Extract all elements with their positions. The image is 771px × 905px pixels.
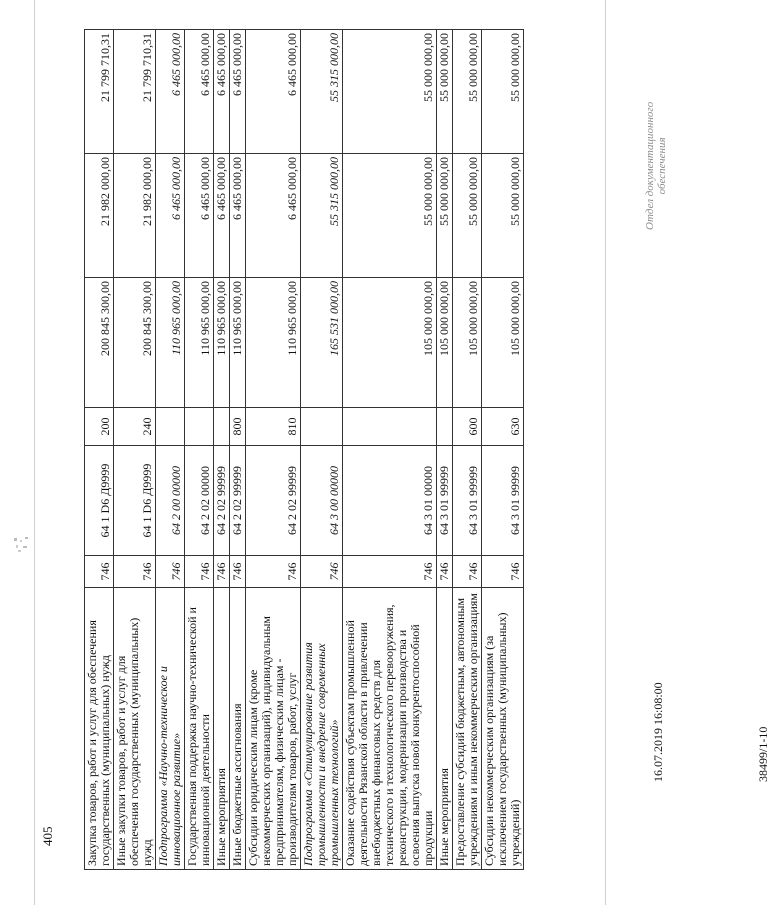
- amount-year-2: 6 465 000,00: [230, 154, 246, 278]
- ministry-code: 746: [85, 556, 114, 588]
- amount-year-3: 6 465 000,00: [214, 30, 230, 154]
- ministry-code: 746: [114, 556, 156, 588]
- amount-year-2: 55 315 000,00: [301, 154, 343, 278]
- row-name: Субсидии некоммерческим организациям (за исключением государственных (муниципальных) учреждений): [482, 588, 524, 870]
- row-name: Иные бюджетные ассигнования: [230, 588, 246, 870]
- row-name: Субсидии юридическим лицам (кроме некоммерческих организаций), индивидуальным предпринимателям, физическим лицам - производителям товаров, работ, услуг: [246, 588, 301, 870]
- target-code: 64 2 00 00000: [156, 446, 185, 556]
- amount-year-2: 55 000 000,00: [437, 154, 453, 278]
- row-name: Государственная поддержка научно-технической и инновационной деятельности: [185, 588, 214, 870]
- footer-date: 16.07.2019 16:08:00: [651, 682, 665, 782]
- page-number: 405: [40, 826, 55, 846]
- target-code: 64 3 01 00000: [343, 446, 437, 556]
- amount-year-2: 6 465 000,00: [214, 154, 230, 278]
- amount-year-1: 110 965 000,00: [156, 278, 185, 408]
- amount-year-1: 165 531 000,00: [301, 278, 343, 408]
- amount-year-3: 6 465 000,00: [230, 30, 246, 154]
- expense-type-code: [301, 408, 343, 446]
- target-code: 64 1 D6 Д9999: [85, 446, 114, 556]
- target-code: 64 2 02 00000: [185, 446, 214, 556]
- ministry-code: 746: [185, 556, 214, 588]
- expense-type-code: [156, 408, 185, 446]
- rotated-document: [40, 30, 770, 870]
- amount-year-2: 6 465 000,00: [185, 154, 214, 278]
- table-row: [343, 30, 437, 870]
- ministry-code: 746: [246, 556, 301, 588]
- amount-year-3: 55 000 000,00: [343, 30, 437, 154]
- amount-year-1: 105 000 000,00: [482, 278, 524, 408]
- table-row: [230, 30, 246, 870]
- table-row: [301, 30, 343, 870]
- expense-type-code: 810: [246, 408, 301, 446]
- ministry-code: 746: [482, 556, 524, 588]
- ministry-code: 746: [214, 556, 230, 588]
- row-name: Закупка товаров, работ и услуг для обеспечения государственных (муниципальных) нужд: [85, 588, 114, 870]
- ministry-code: 746: [156, 556, 185, 588]
- table-row: [214, 30, 230, 870]
- amount-year-2: 21 982 000,00: [85, 154, 114, 278]
- amount-year-3: 55 000 000,00: [453, 30, 482, 154]
- expense-type-code: 240: [114, 408, 156, 446]
- target-code: 64 3 01 99999: [437, 446, 453, 556]
- row-name: Иные мероприятия: [214, 588, 230, 870]
- table-row: [185, 30, 214, 870]
- budget-table: [84, 29, 524, 870]
- row-name: Иные мероприятия: [437, 588, 453, 870]
- table-row: [246, 30, 301, 870]
- table-row: [453, 30, 482, 870]
- target-code: 64 2 02 99999: [246, 446, 301, 556]
- amount-year-1: 110 965 000,00: [185, 278, 214, 408]
- stamp-line: Отдел документационного: [644, 101, 656, 230]
- target-code: 64 3 01 99999: [482, 446, 524, 556]
- ministry-code: 746: [230, 556, 246, 588]
- target-code: 64 2 02 99999: [214, 446, 230, 556]
- expense-type-code: [214, 408, 230, 446]
- table-row: [482, 30, 524, 870]
- expense-type-code: 600: [453, 408, 482, 446]
- amount-year-3: 21 799 710,31: [114, 30, 156, 154]
- row-name: Предоставление субсидий бюджетным, автономным учреждениям и иным некоммерческим организациям: [453, 588, 482, 870]
- target-code: 64 1 D6 Д9999: [114, 446, 156, 556]
- target-code: 64 2 02 99999: [230, 446, 246, 556]
- amount-year-3: 21 799 710,31: [85, 30, 114, 154]
- amount-year-1: 110 965 000,00: [230, 278, 246, 408]
- amount-year-2: 21 982 000,00: [114, 154, 156, 278]
- scan-edge-right: [605, 0, 606, 905]
- expense-type-code: [185, 408, 214, 446]
- amount-year-3: 6 465 000,00: [246, 30, 301, 154]
- ministry-code: 746: [343, 556, 437, 588]
- amount-year-3: 55 000 000,00: [437, 30, 453, 154]
- target-code: 64 3 00 00000: [301, 446, 343, 556]
- scan-mark-icon: [12, 536, 32, 554]
- amount-year-3: 6 465 000,00: [185, 30, 214, 154]
- ministry-code: 746: [437, 556, 453, 588]
- table-row: [114, 30, 156, 870]
- amount-year-1: 200 845 300,00: [114, 278, 156, 408]
- amount-year-2: 55 000 000,00: [453, 154, 482, 278]
- amount-year-3: 55 000 000,00: [482, 30, 524, 154]
- row-name: Подпрограмма «Научно-техническое и инновационное развитие»: [156, 588, 185, 870]
- stamp-line: обеспечения: [656, 137, 668, 195]
- table-row: [437, 30, 453, 870]
- amount-year-1: 105 000 000,00: [453, 278, 482, 408]
- amount-year-2: 55 000 000,00: [343, 154, 437, 278]
- expense-type-code: 800: [230, 408, 246, 446]
- row-name: Оказание содействия субъектам промышленной деятельности Рязанской области в привлечении внебюджетных финансовых средств для технического и технологического перевооружения, реконструкции, модернизации производства и освоения выпуска новой конкурентоспособной продукции: [343, 588, 437, 870]
- amount-year-3: 55 315 000,00: [301, 30, 343, 154]
- table-row: [85, 30, 114, 870]
- table-row: [156, 30, 185, 870]
- expense-type-code: 630: [482, 408, 524, 446]
- amount-year-2: 6 465 000,00: [246, 154, 301, 278]
- expense-type-code: [343, 408, 437, 446]
- amount-year-3: 6 465 000,00: [156, 30, 185, 154]
- amount-year-1: 105 000 000,00: [437, 278, 453, 408]
- amount-year-1: 110 965 000,00: [214, 278, 230, 408]
- target-code: 64 3 01 99999: [453, 446, 482, 556]
- row-name: Подпрограмма «Стимулирование развития промышленности и внедрение современных промышленных технологий»: [301, 588, 343, 870]
- amount-year-1: 200 845 300,00: [85, 278, 114, 408]
- amount-year-1: 105 000 000,00: [343, 278, 437, 408]
- ministry-code: 746: [301, 556, 343, 588]
- ministry-code: 746: [453, 556, 482, 588]
- amount-year-1: 110 965 000,00: [246, 278, 301, 408]
- row-name: Иные закупки товаров, работ и услуг для обеспечения государственных (муниципальных) нужд: [114, 588, 156, 870]
- expense-type-code: [437, 408, 453, 446]
- expense-type-code: 200: [85, 408, 114, 446]
- footer-doc-id: 38499/1-10: [756, 726, 770, 782]
- scan-edge-left: [34, 0, 35, 905]
- amount-year-2: 55 000 000,00: [482, 154, 524, 278]
- department-stamp: [644, 102, 668, 230]
- amount-year-2: 6 465 000,00: [156, 154, 185, 278]
